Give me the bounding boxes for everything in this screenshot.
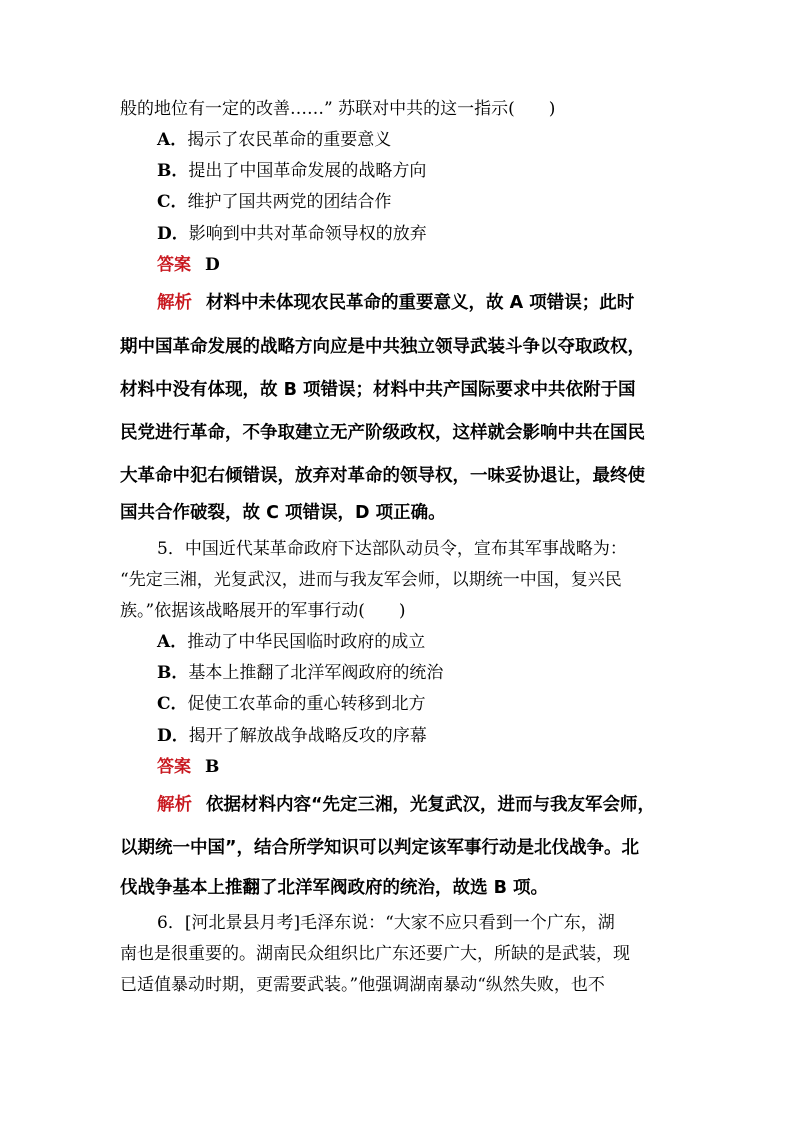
q4-option-d [157, 222, 427, 246]
q4-answer [157, 253, 220, 277]
answer-value: D [205, 255, 220, 275]
q5-option-c [157, 692, 426, 716]
q6-stem-line-3: 已适值暴动时期，更需要武装。”他强调湖南暴动“纵然失败，也不 [120, 975, 605, 995]
option-letter: A． [157, 632, 188, 652]
q5-option-a [157, 630, 425, 654]
q6-stem-line-2: 南也是很重要的。湖南民众组织比广东还要广大，所缺的是武装，现 [120, 944, 630, 964]
option-letter: B． [157, 663, 189, 683]
analysis-text: 材料中未体现农民革命的重要意义，故 A 项错误；此时 [206, 293, 635, 313]
option-text: 促使工农革命的重心转移到北方 [187, 694, 426, 714]
q5-analysis-line-1 [157, 792, 655, 818]
option-text: 提出了中国革命发展的战略方向 [188, 161, 427, 181]
option-text: 维护了国共两党的团结合作 [187, 192, 392, 212]
analysis-label: 解析 [157, 795, 192, 815]
q4-analysis-line-1 [157, 290, 634, 316]
q5-stem-line-3: 族。”依据该战略展开的军事行动( ) [120, 601, 406, 621]
option-letter: C． [157, 694, 188, 714]
q4-option-c [157, 190, 392, 214]
option-letter: D． [157, 224, 189, 244]
answer-label: 答案 [157, 255, 191, 275]
option-text: 推动了中华民国临时政府的成立 [187, 632, 426, 652]
option-letter: C． [157, 192, 188, 212]
q5-option-b [157, 661, 443, 685]
option-text: 揭示了农民革命的重要意义 [187, 130, 392, 150]
q5-analysis-line-2: 以期统一中国”，结合所学知识可以判定该军事行动是北伐战争。北 [120, 838, 639, 858]
answer-value: B [205, 757, 220, 777]
q5-option-d [157, 724, 427, 748]
q4-analysis-line-5: 大革命中犯右倾错误，放弃对革命的领导权，一味妥协退让，最终使 [120, 466, 645, 486]
q4-stem-tail: 般的地位有一定的改善……” 苏联对中共的这一指示( ) [120, 99, 556, 119]
q5-analysis-line-3: 伐战争基本上推翻了北洋军阀政府的统治，故选 B 项。 [120, 878, 549, 898]
option-letter: D． [157, 726, 189, 746]
option-text: 揭开了解放战争战略反攻的序幕 [188, 726, 427, 746]
q4-analysis-line-3: 材料中没有体现，故 B 项错误；材料中共产国际要求中共依附于国 [120, 380, 636, 400]
option-text: 影响到中共对革命领导权的放弃 [188, 224, 427, 244]
q4-option-a [157, 128, 391, 152]
q5-answer [157, 755, 219, 779]
q4-analysis-line-6: 国共合作破裂，故 C 项错误，D 项正确。 [120, 503, 446, 523]
q4-analysis-line-4: 民党进行革命，不争取建立无产阶级政权，这样就会影响中共在国民 [120, 423, 645, 443]
analysis-label: 解析 [157, 293, 192, 313]
q4-analysis-line-2: 期中国革命发展的战略方向应是中共独立领导武装斗争以夺取政权， [120, 337, 645, 357]
q4-option-b [157, 159, 426, 183]
q6-stem-line-1: 6．[河北景县月考]毛泽东说：“大家不应只看到一个广东，湖 [157, 913, 615, 933]
option-letter: A． [157, 130, 188, 150]
q5-stem-line-2: “先定三湘，光复武汉，进而与我友军会师，以期统一中国，复兴民 [120, 570, 622, 590]
option-letter: B． [157, 161, 189, 181]
q5-stem-line-1: 5．中国近代某革命政府下达部队动员令，宣布其军事战略为： [157, 539, 627, 559]
answer-label: 答案 [157, 757, 191, 777]
option-text: 基本上推翻了北洋军阀政府的统治 [188, 663, 444, 683]
analysis-text: 依据材料内容“先定三湘，光复武汉，进而与我友军会师， [206, 795, 655, 815]
